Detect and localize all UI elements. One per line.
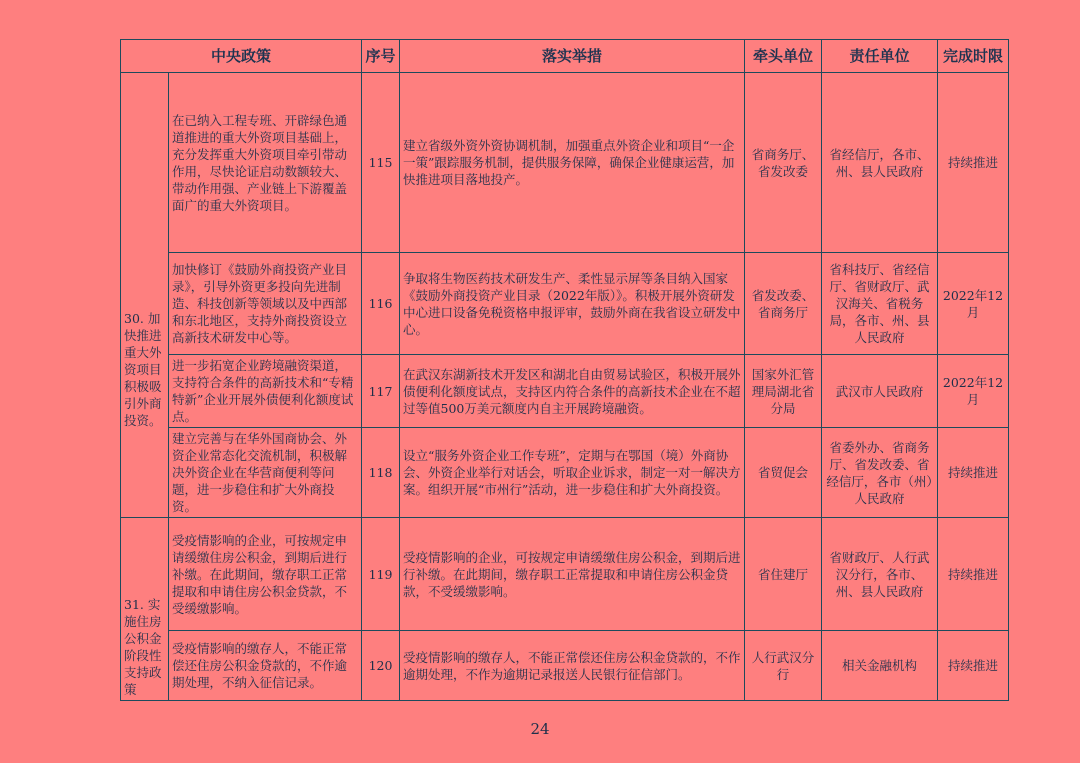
policy-detail: 进一步拓宽企业跨境融资渠道，支持符合条件的高新技术和“专精特新”企业开展外债便利化额度试点。 bbox=[169, 355, 362, 428]
row-seq: 120 bbox=[362, 631, 400, 701]
row-seq: 116 bbox=[362, 253, 400, 355]
header-deadline: 完成时限 bbox=[938, 40, 1009, 73]
header-central-policy: 中央政策 bbox=[121, 40, 362, 73]
policy-table bbox=[120, 39, 1009, 701]
policy-detail: 建立完善与在华外国商协会、外资企业常态化交流机制，积极解决外资企业在华营商便利等问题，进一步稳住和扩大外商投资。 bbox=[169, 428, 362, 518]
row-measure: 受疫情影响的缴存人，不能正常偿还住房公积金贷款的，不作逾期处理，不作为逾期记录报送人民银行征信部门。 bbox=[400, 631, 745, 701]
policy-group-label: 31. 实施住房公积金阶段性支持政策 bbox=[121, 518, 169, 701]
row-responsible-unit: 省经信厅，各市、州、县人民政府 bbox=[822, 73, 938, 253]
header-seq: 序号 bbox=[362, 40, 400, 73]
row-deadline: 持续推进 bbox=[938, 73, 1009, 253]
row-deadline: 2022年12月 bbox=[938, 253, 1009, 355]
row-seq: 115 bbox=[362, 73, 400, 253]
policy-detail: 受疫情影响的企业，可按规定申请缓缴住房公积金，到期后进行补缴。在此期间，缴存职工正常提取和申请住房公积金贷款，不受缓缴影响。 bbox=[169, 518, 362, 631]
row-lead-unit: 省贸促会 bbox=[745, 428, 822, 518]
row-responsible-unit: 省科技厅、省经信厅、省财政厅、武汉海关、省税务局，各市、州、县人民政府 bbox=[822, 253, 938, 355]
table-row bbox=[121, 631, 1009, 701]
row-measure: 建立省级外资外资协调机制，加强重点外资企业和项目“一企一策”跟踪服务机制，提供服务保障，确保企业健康运营，加快推进项目落地投产。 bbox=[400, 73, 745, 253]
page-number: 24 bbox=[530, 720, 550, 738]
table-row bbox=[121, 73, 1009, 253]
policy-detail: 在已纳入工程专班、开辟绿色通道推进的重大外资项目基础上，充分发挥重大外资项目牵引带动作用，尽快论证启动数额较大、带动作用强、产业链上下游覆盖面广的重大外资项目。 bbox=[169, 73, 362, 253]
table-row bbox=[121, 518, 1009, 631]
header-row bbox=[121, 40, 1009, 73]
policy-detail: 加快修订《鼓励外商投资产业目录》，引导外资更多投向先进制造、科技创新等领域以及中西部和东北地区，支持外商投资设立高新技术研发中心等。 bbox=[169, 253, 362, 355]
row-deadline: 持续推进 bbox=[938, 428, 1009, 518]
row-measure: 在武汉东湖新技术开发区和湖北自由贸易试验区，积极开展外债便利化额度试点，支持区内符合条件的高新技术企业在不超过等值500万美元额度内自主开展跨境融资。 bbox=[400, 355, 745, 428]
row-deadline: 持续推进 bbox=[938, 518, 1009, 631]
row-responsible-unit: 相关金融机构 bbox=[822, 631, 938, 701]
row-seq: 117 bbox=[362, 355, 400, 428]
row-seq: 118 bbox=[362, 428, 400, 518]
table-row bbox=[121, 355, 1009, 428]
row-lead-unit: 省发改委、省商务厅 bbox=[745, 253, 822, 355]
row-responsible-unit: 武汉市人民政府 bbox=[822, 355, 938, 428]
table-row bbox=[121, 428, 1009, 518]
row-measure: 受疫情影响的企业，可按规定申请缓缴住房公积金，到期后进行补缴。在此期间，缴存职工正常提取和申请住房公积金贷款，不受缓缴影响。 bbox=[400, 518, 745, 631]
row-lead-unit: 人行武汉分行 bbox=[745, 631, 822, 701]
row-measure: 争取将生物医药技术研发生产、柔性显示屏等条目纳入国家《鼓励外商投资产业目录（2022年版）》。积极开展外资研发中心进口设备免税资格申报评审，鼓励外商在我省设立研发中心。 bbox=[400, 253, 745, 355]
row-deadline: 持续推进 bbox=[938, 631, 1009, 701]
row-measure: 设立“服务外资企业工作专班”，定期与在鄂国（境）外商协会、外资企业举行对话会，听取企业诉求，制定一对一解决方案。组织开展“市州行”活动，进一步稳住和扩大外商投资。 bbox=[400, 428, 745, 518]
header-responsible-unit: 责任单位 bbox=[822, 40, 938, 73]
row-seq: 119 bbox=[362, 518, 400, 631]
row-deadline: 2022年12月 bbox=[938, 355, 1009, 428]
row-lead-unit: 省商务厅、省发改委 bbox=[745, 73, 822, 253]
row-lead-unit: 省住建厅 bbox=[745, 518, 822, 631]
table-row bbox=[121, 253, 1009, 355]
policy-group-label: 30. 加快推进重大外资项目积极吸引外商投资。 bbox=[121, 73, 169, 518]
header-lead-unit: 牵头单位 bbox=[745, 40, 822, 73]
row-lead-unit: 国家外汇管理局湖北省分局 bbox=[745, 355, 822, 428]
row-responsible-unit: 省财政厅、人行武汉分行，各市、州、县人民政府 bbox=[822, 518, 938, 631]
policy-detail: 受疫情影响的缴存人，不能正常偿还住房公积金贷款的，不作逾期处理，不纳入征信记录。 bbox=[169, 631, 362, 701]
header-measures: 落实举措 bbox=[400, 40, 745, 73]
row-responsible-unit: 省委外办、省商务厅、省发改委、省经信厅，各市（州）人民政府 bbox=[822, 428, 938, 518]
